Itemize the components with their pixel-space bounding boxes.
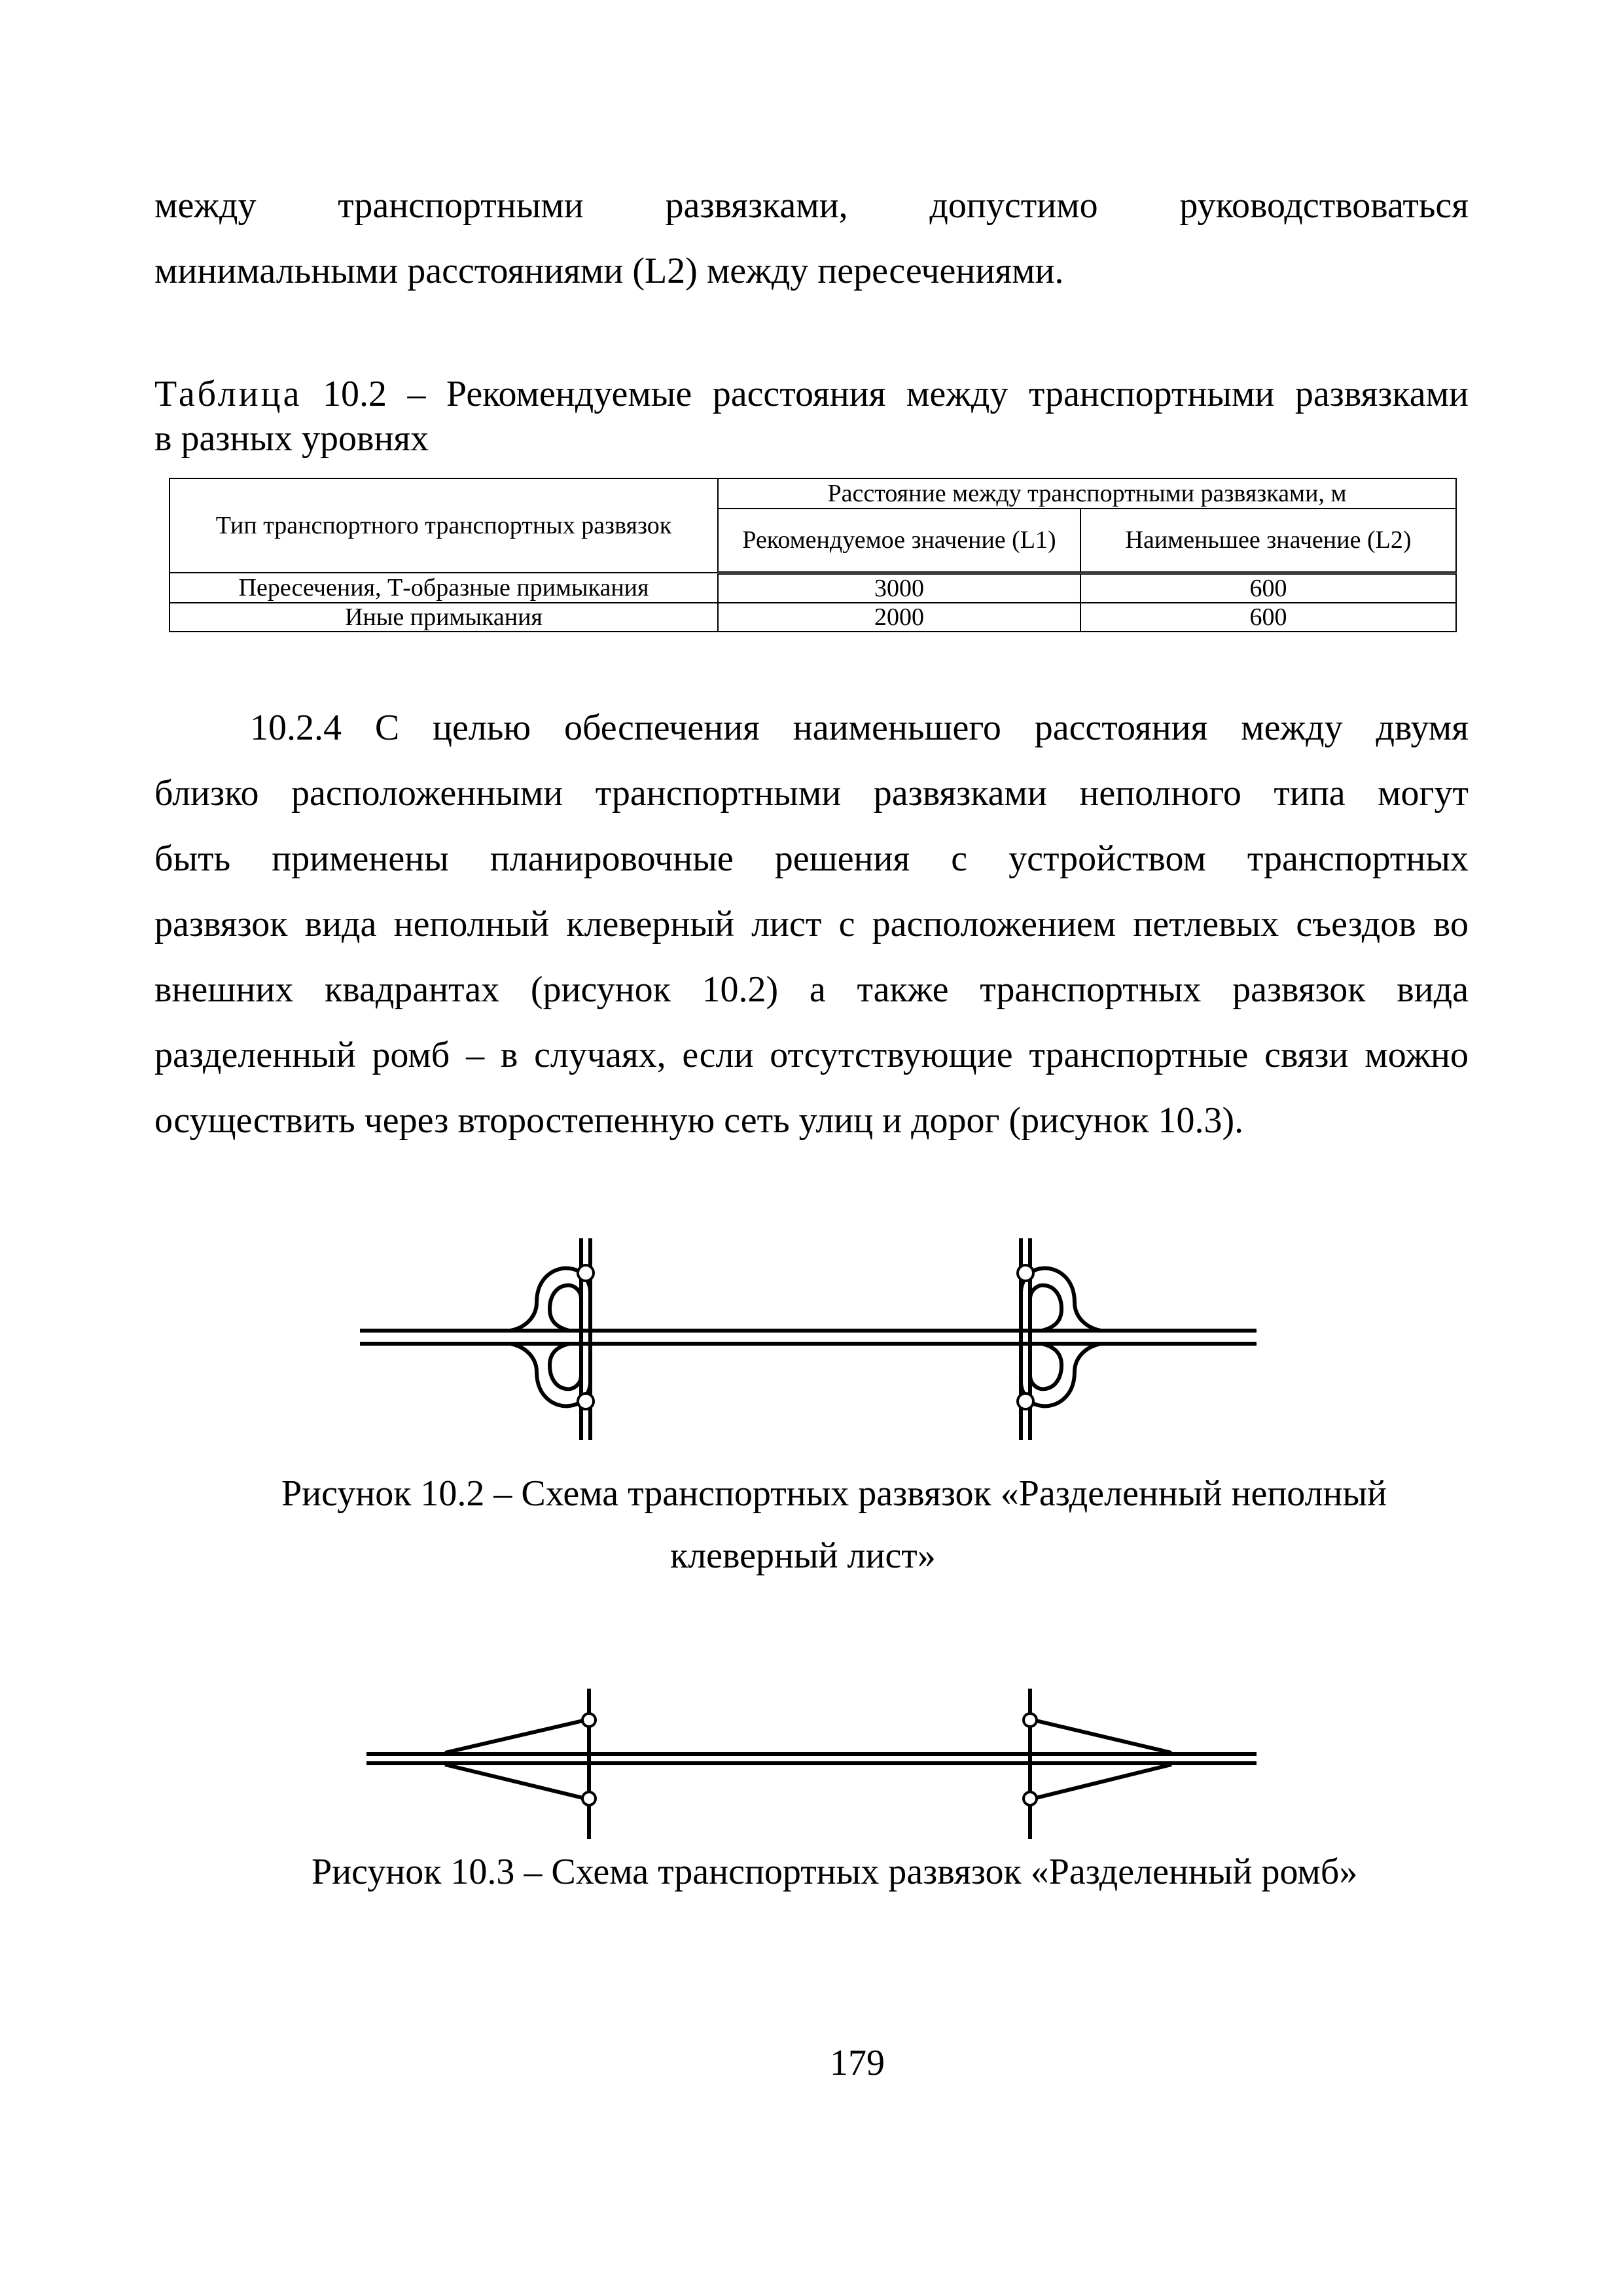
paragraph-line: разделенный ромб – в случаях, если отсутствующие транспортные связи можно xyxy=(154,1035,1469,1075)
row-l2: 600 xyxy=(1080,573,1456,603)
junction-node xyxy=(1018,1265,1033,1281)
diamond-diagram xyxy=(340,1682,1322,1852)
figure-10-2-caption-line-1: Рисунок 10.2 – Схема транспортных развязок «Разделенный неполный xyxy=(281,1473,1387,1514)
distance-table xyxy=(169,478,1455,632)
paragraph-line: осуществить через второстепенную сеть улиц и дорог (рисунок 10.3). xyxy=(154,1100,1244,1141)
paragraph-line: близко расположенными транспортными развязками неполного типа могут xyxy=(154,773,1469,814)
table-title-label: Таблица xyxy=(154,374,302,414)
junction-node xyxy=(1024,1792,1037,1805)
intro-word: между xyxy=(154,185,257,226)
paragraph-line: развязок вида неполный клеверный лист с расположением петлевых съездов во xyxy=(154,904,1469,944)
intro-word: допустимо xyxy=(929,185,1098,226)
group-header: Расстояние между транспортными развязками, м xyxy=(718,478,1456,509)
intro-line-2: минимальными расстояниями (L2) между пересечениями. xyxy=(154,251,1064,291)
intro-word: руководствоваться xyxy=(1179,185,1469,226)
page-number: 179 xyxy=(830,2043,885,2083)
row-l1: 3000 xyxy=(718,573,1080,603)
junction-node xyxy=(578,1265,594,1281)
intro-word: развязками, xyxy=(665,185,848,226)
row-l1: 2000 xyxy=(718,603,1080,632)
junction-node xyxy=(1024,1713,1037,1727)
junction-node xyxy=(578,1393,594,1409)
table-row xyxy=(169,573,1456,603)
loop-right-top-inner xyxy=(1030,1285,1061,1331)
ramp-right-top xyxy=(1033,1720,1171,1753)
ramp-left-bottom xyxy=(445,1765,586,1799)
figure-10-2-caption-line-2: клеверный лист» xyxy=(670,1535,936,1576)
col-l2-header: Наименьшее значение (L2) xyxy=(1080,509,1456,573)
table-row xyxy=(169,603,1456,632)
loop-right-bottom-inner xyxy=(1030,1344,1061,1389)
paragraph-line: внешних квадрантах (рисунок 10.2) а также транспортных развязок вида xyxy=(154,969,1469,1010)
row-type: Иные примыкания xyxy=(169,603,718,632)
junction-node xyxy=(1018,1393,1033,1409)
cloverleaf-diagram xyxy=(340,1237,1322,1473)
paragraph-line: 10.2.4 С целью обеспечения наименьшего расстояния между двумя xyxy=(250,708,1469,748)
loop-left-top-inner xyxy=(550,1285,581,1331)
intro-line-1 xyxy=(154,185,1469,226)
ramp-right-bottom xyxy=(1033,1765,1171,1799)
row-l2: 600 xyxy=(1080,603,1456,632)
table-title-line-1 xyxy=(154,373,1469,415)
junction-node xyxy=(582,1792,596,1805)
table-title-line-2: в разных уровнях xyxy=(154,418,429,459)
ramp-left-top xyxy=(445,1720,586,1753)
paragraph-line: быть применены планировочные решения с устройством транспортных xyxy=(154,838,1469,879)
intro-word: транспортными xyxy=(338,185,584,226)
loop-left-bottom-inner xyxy=(550,1344,581,1389)
junction-node xyxy=(582,1713,596,1727)
col-l1-header: Рекомендуемое значение (L1) xyxy=(718,509,1080,573)
col-type-header: Тип транспортного транспортных развязок xyxy=(169,478,718,573)
figure-10-3-caption: Рисунок 10.3 – Схема транспортных развязок «Разделенный ромб» xyxy=(312,1852,1358,1892)
row-type: Пересечения, Т-образные примыкания xyxy=(169,573,718,603)
table-title-text: 10.2 – Рекомендуемые расстояния между транспортными развязками xyxy=(322,374,1469,414)
